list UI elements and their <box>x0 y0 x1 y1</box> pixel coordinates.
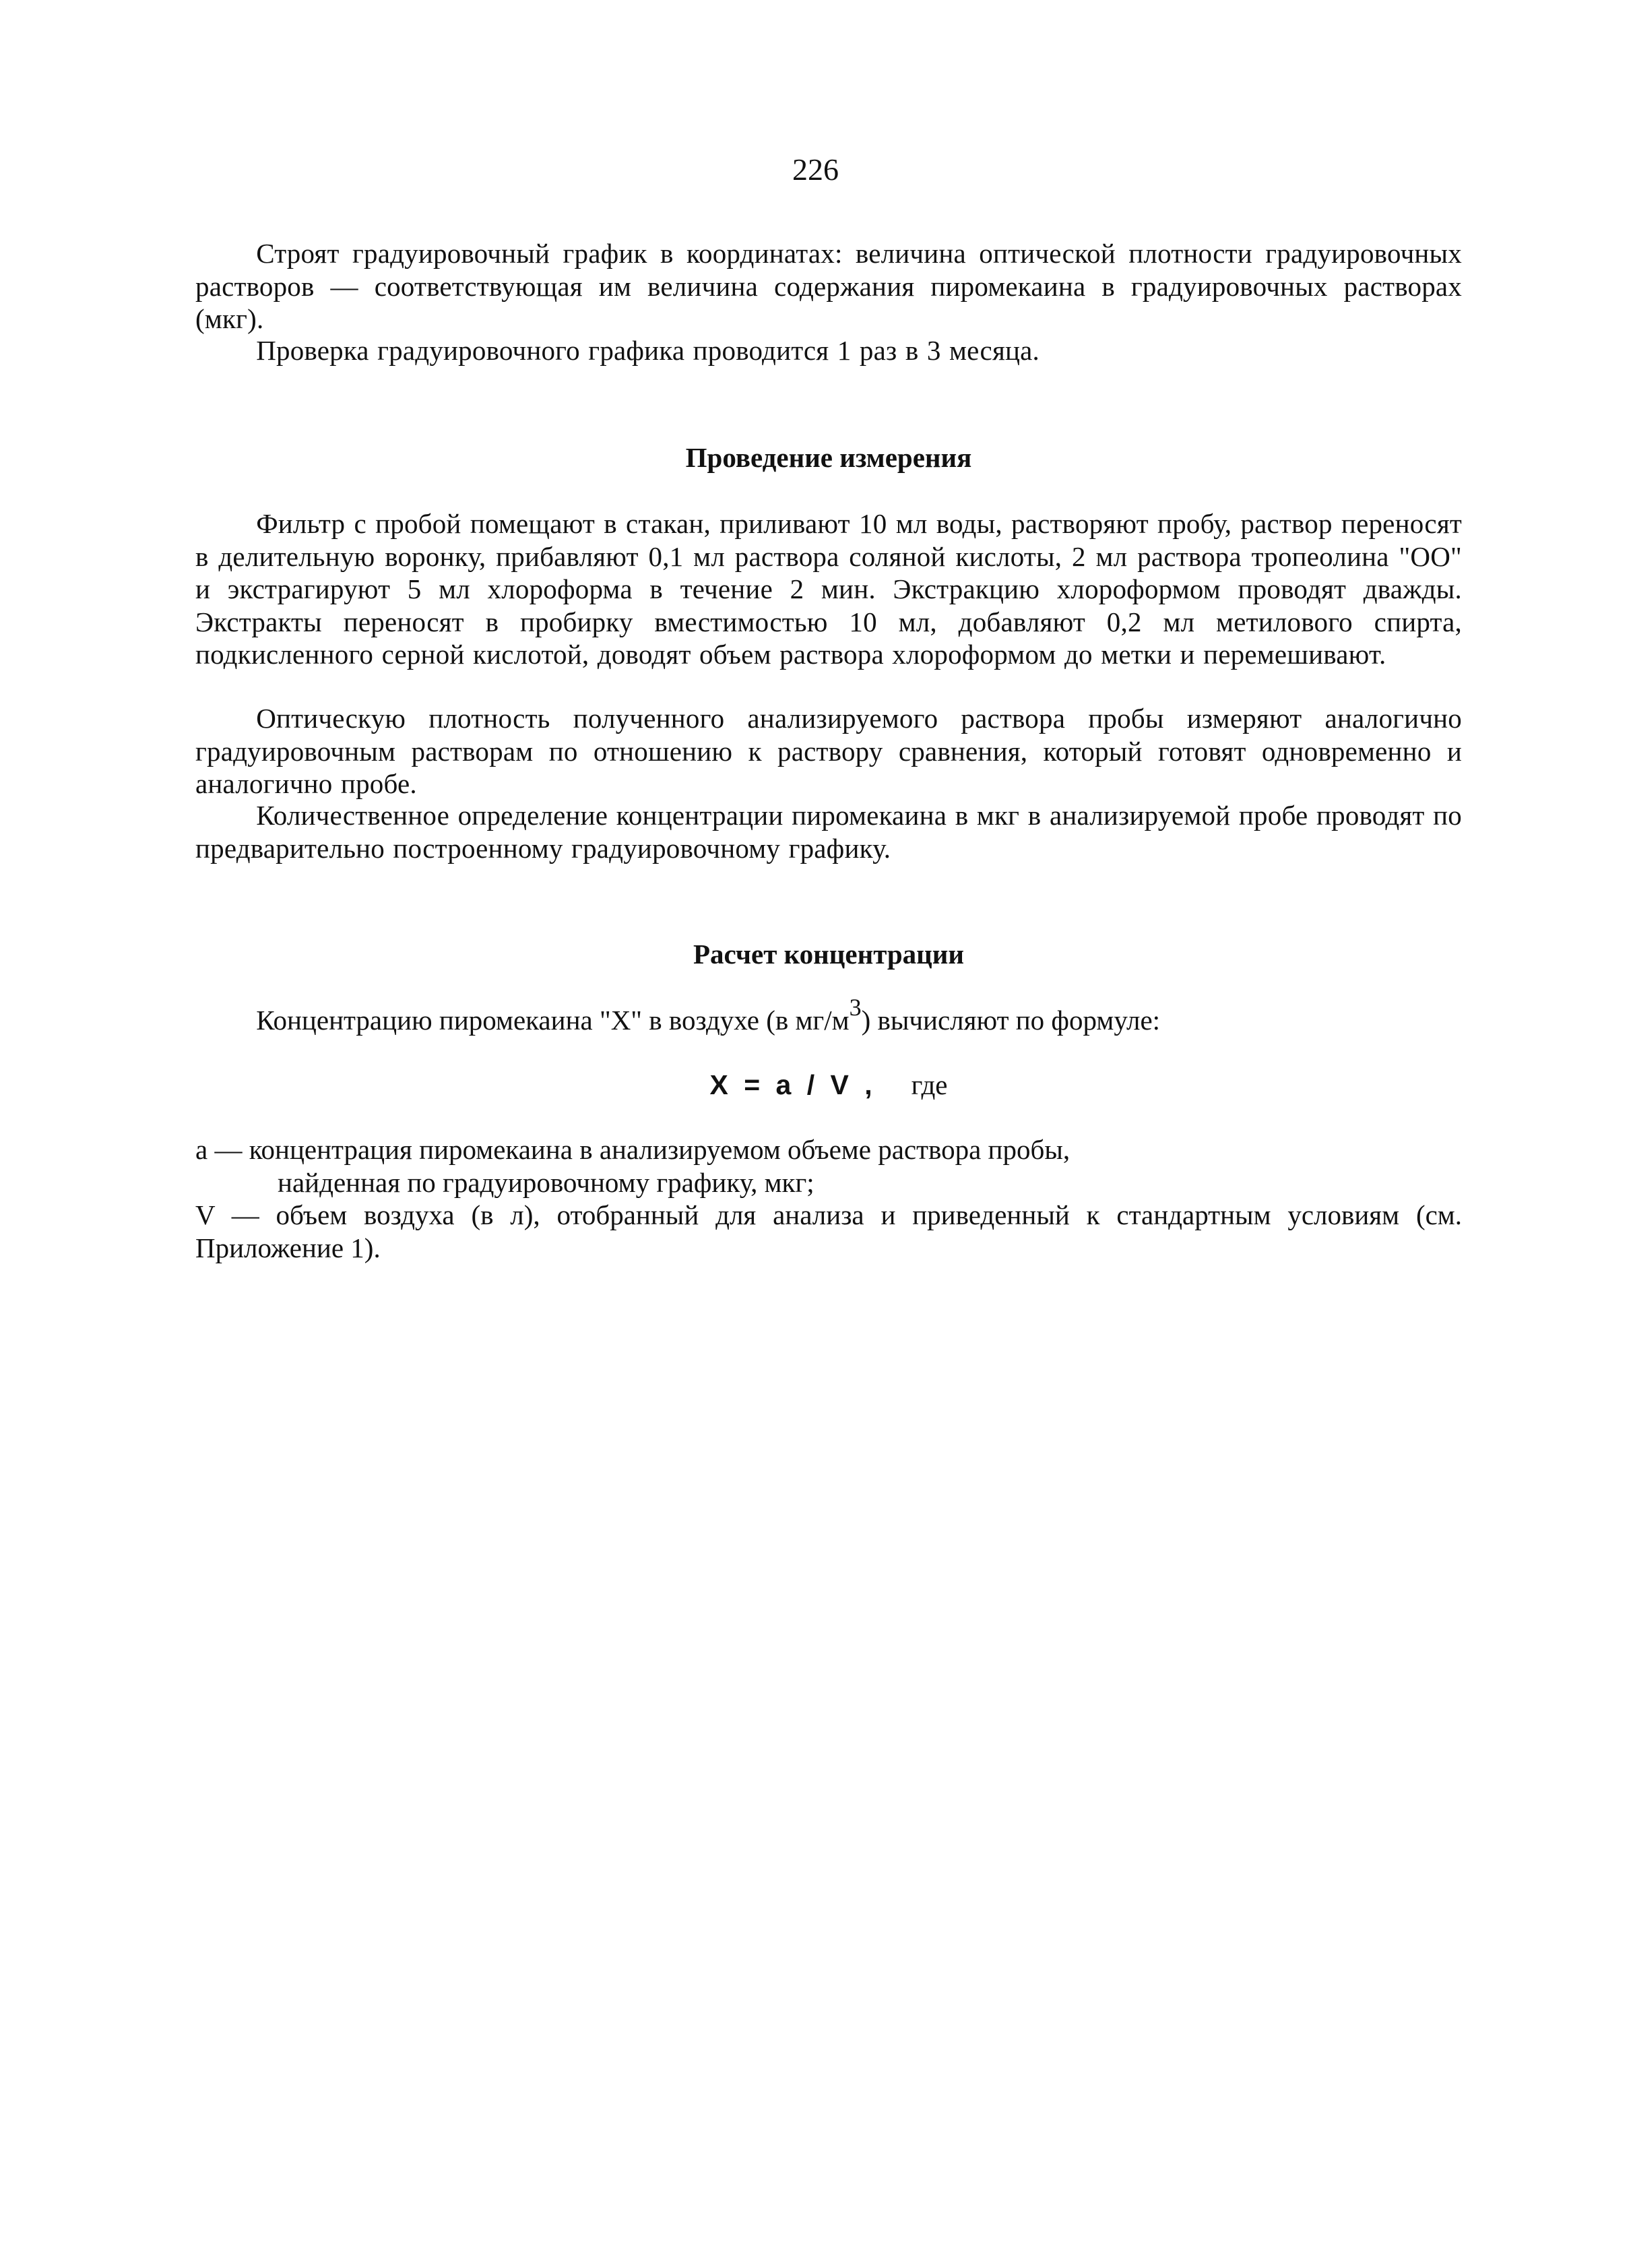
formula-where: где <box>911 1069 948 1100</box>
page-number: 226 <box>792 152 839 187</box>
measurement-paragraph-optical-density: Оптическую плотность полученного анализируемого раствора пробы измеряют аналогично градуировочным растворам по отношению к раствору сравнения, который готовят одновременно и аналогично пробе. <box>195 703 1462 799</box>
measurement-paragraph-quantification: Количественное определение концентрации пиромекаина в мкг в анализируемой пробе проводят по предварительно построенному градуировочному графику. <box>195 800 1462 864</box>
measurement-paragraph-procedure: Фильтр с пробой помещают в стакан, приливают 10 мл воды, растворяют пробу, раствор переносят в делительную воронку, прибавляют 0,1 мл раствора соляной кислоты, 2 мл раствора тропеолина "ОО" и экстрагируют 5 мл хлороформа в течение 2 мин. Экстракцию хлороформом проводят дважды. Экстракты переносят в пробирку вместимостью 10 мл, добавляют 0,2 мл метилового спирта, подкисленного серной кислотой, доводят объем раствора хлороформом до метки и перемешивают. <box>195 508 1462 670</box>
section-heading-calculation: Расчет концентрации <box>693 939 965 970</box>
intro-paragraph-verification: Проверка градуировочного графика проводится 1 раз в 3 месяца. <box>256 335 1040 366</box>
legend-a-line2: найденная по градуировочному графику, мкг; <box>278 1166 814 1198</box>
legend-a-line1: a — концентрация пиромекаина в анализируемом объеме раствора пробы, <box>195 1134 1070 1165</box>
intro-paragraph-calibration: Строят градуировочный график в координатах: величина оптической плотности градуировочных растворов — соответствующая им величина содержания пиромекаина в градуировочных растворах (мкг). <box>195 238 1462 334</box>
formula-legend <box>195 1133 1462 1264</box>
legend-v: V — объем воздуха (в л), отобранный для анализа и приведенный к стандартным условиям (см. Приложение 1). <box>195 1199 1462 1263</box>
formula-line <box>195 1069 1462 1101</box>
formula-intro-after: ) вычисляют по формуле: <box>861 1005 1161 1036</box>
section-heading-measurement: Проведение измерения <box>685 442 972 473</box>
formula-expression: X = a / V , <box>709 1069 876 1100</box>
formula-intro-text <box>195 994 1462 1036</box>
formula-intro-before: Концентрацию пиромекаина "X" в воздухе (в мг/м <box>256 1005 850 1036</box>
formula-intro-superscript: 3 <box>849 994 862 1021</box>
